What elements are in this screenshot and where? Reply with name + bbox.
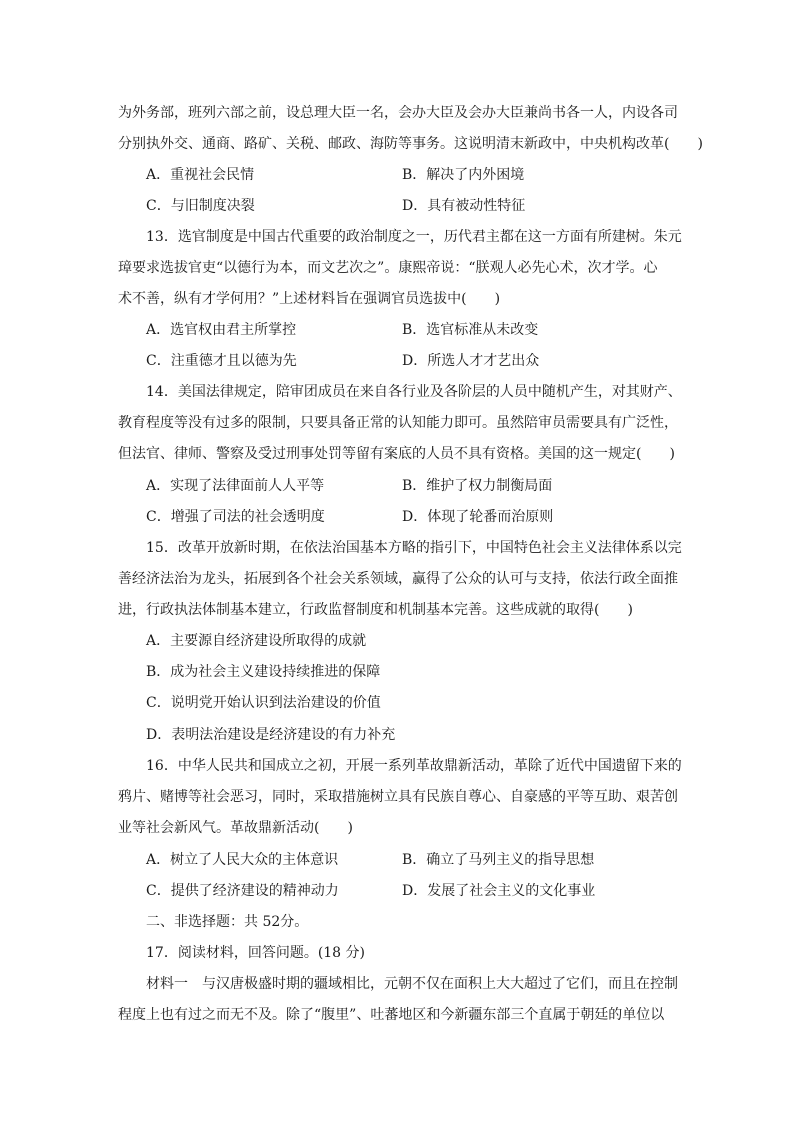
q13-option-b: B．选官标准从未改变 bbox=[402, 322, 539, 338]
q15-stem-line-3: 进，行政执法体制基本建立，行政监督制度和机制基本完善。这些成就的取得( ) bbox=[118, 602, 633, 618]
q16-stem-line-3: 业等社会新风气。革故鼎新活动( ) bbox=[118, 820, 353, 836]
q17-material-1-line-2: 程度上也有过之而无不及。除了“腹里”、吐蕃地区和今新疆东部三个直属于朝廷的单位以 bbox=[118, 1007, 665, 1023]
q16-option-c: C．提供了经济建设的精神动力 bbox=[146, 883, 339, 899]
q15-option-d: D．表明法治建设是经济建设的有力补充 bbox=[146, 727, 396, 743]
q14-option-d: D．体现了轮番而治原则 bbox=[402, 509, 554, 525]
q12-option-d: D．具有被动性特征 bbox=[402, 198, 526, 214]
q16-option-b: B．确立了马列主义的指导思想 bbox=[402, 852, 595, 868]
q12-option-b: B．解决了内外困境 bbox=[402, 167, 525, 183]
section-heading: 二、非选择题：共 52分。 bbox=[146, 914, 309, 930]
q12-option-a: A．重视社会民情 bbox=[146, 167, 255, 183]
q12-option-c: C．与旧制度决裂 bbox=[146, 198, 255, 214]
q14-option-c: C．增强了司法的社会透明度 bbox=[146, 509, 325, 525]
q14-stem-line-1: 14．美国法律规定，陪审团成员在来自各行业及各阶层的人员中随机产生，对其财产、 bbox=[146, 384, 682, 400]
q17-stem: 17．阅读材料，回答问题。(18 分) bbox=[146, 945, 366, 961]
q13-stem-line-3: 术不善，纵有才学何用？”上述材料旨在强调官员选拔中( ) bbox=[118, 291, 501, 307]
q15-option-a: A．主要源自经济建设所取得的成就 bbox=[146, 633, 367, 649]
q14-option-a: A．实现了法律面前人人平等 bbox=[146, 478, 325, 494]
q14-stem-line-2: 教育程度等没有过多的限制，只要具备正常的认知能力即可。虽然陪审员需要具有广泛性， bbox=[118, 415, 678, 431]
q12-stem-line-2: 分别执外交、通商、路矿、关税、邮政、海防等事务。这说明清末新政中，中央机构改革( ) bbox=[118, 136, 703, 152]
q14-stem-line-3: 但法官、律师、警察及受过刑事处罚等留有案底的人员不具有资格。美国的这一规定( ) bbox=[118, 446, 675, 462]
q15-option-c: C．说明党开始认识到法治建设的价值 bbox=[146, 695, 381, 711]
q15-stem-line-2: 善经济法治为龙头，拓展到各个社会关系领域，赢得了公众的认可与支持，依法行政全面推 bbox=[118, 571, 678, 587]
q16-option-d: D．发展了社会主义的文化事业 bbox=[402, 883, 596, 899]
q13-option-c: C．注重德才且以德为先 bbox=[146, 353, 297, 369]
q13-stem-line-1: 13．选官制度是中国古代重要的政治制度之一，历代君主都在这一方面有所建树。朱元 bbox=[146, 229, 682, 245]
q13-stem-line-2: 璋要求选拔官吏“以德行为本，而文艺次之”。康熙帝说：“朕观人必先心术，次才学。心 bbox=[118, 260, 658, 276]
q13-option-d: D．所选人才才艺出众 bbox=[402, 353, 540, 369]
q16-stem-line-2: 鸦片、赌博等社会恶习，同时，采取措施树立具有民族自尊心、自豪感的平等互助、艰苦创 bbox=[118, 789, 678, 805]
q14-option-b: B．维护了权力制衡局面 bbox=[402, 478, 553, 494]
q16-option-a: A．树立了人民大众的主体意识 bbox=[146, 852, 339, 868]
q17-material-1-line-1: 材料一 与汉唐极盛时期的疆域相比，元朝不仅在面积上大大超过了它们，而且在控制 bbox=[146, 976, 678, 992]
q15-option-b: B．成为社会主义建设持续推进的保障 bbox=[146, 664, 381, 680]
q13-option-a: A．选官权由君主所掌控 bbox=[146, 322, 297, 338]
q15-stem-line-1: 15．改革开放新时期，在依法治国基本方略的指引下，中国特色社会主义法律体系以完 bbox=[146, 540, 682, 556]
q12-stem-line-1: 为外务部，班列六部之前，设总理大臣一名，会办大臣及会办大臣兼尚书各一人，内设各司 bbox=[118, 105, 678, 121]
q16-stem-line-1: 16．中华人民共和国成立之初，开展一系列革故鼎新活动，革除了近代中国遗留下来的 bbox=[146, 758, 682, 774]
